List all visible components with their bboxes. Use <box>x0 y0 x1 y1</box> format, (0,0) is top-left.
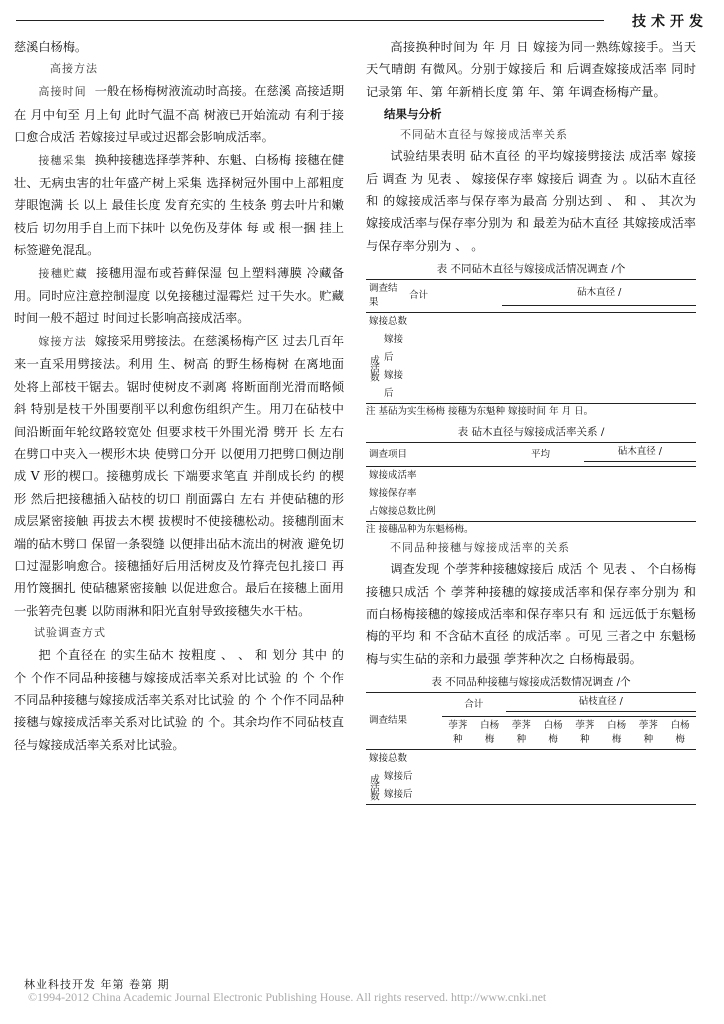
run-in-heading: 高接时间 <box>38 85 87 99</box>
table-subheader: 荸荠种 <box>638 720 658 746</box>
run-in-heading: 接穗采集 <box>38 153 87 167</box>
table-subheader: 白杨梅 <box>670 720 690 746</box>
table-row-label: 嫁接后 <box>384 370 404 400</box>
paragraph: 接穗贮藏 接穗用湿布或苔藓保湿 包上塑料薄膜 冷藏备用。同时应注意控制湿度 以免接穗过湿霉烂 过干失水。贮藏时间一般不超过 时间过长影响高接成活率。 <box>14 265 345 326</box>
table-category-label: 成活数 <box>368 354 379 380</box>
table-row-label: 嫁接总数 <box>369 753 408 765</box>
table-header-cell: 调查结果 <box>369 283 398 309</box>
table-header-cell: 砧木直径 / <box>584 443 696 462</box>
table-subheader: 白杨梅 <box>543 720 563 746</box>
section-heading: 结果与分析 <box>384 107 442 122</box>
journal-footer: 林业科技开发 年第 卷第 期 <box>24 978 170 991</box>
table-subheader: 荸荠种 <box>575 720 595 746</box>
table-subheader: 荸荠种 <box>448 720 468 746</box>
paragraph: 试验结果表明 砧木直径 的平均嫁接劈接法 成活率 嫁接后 调查 为 见表 、 嫁接保存率 嫁接后 调查 为 。以砧木直径 和 的嫁接成活率与保存率为最高 分别达到 、 和 、 其次为 嫁接成活率与保存率分别为 和 最差为砧木直径 其嫁接成活率与保存率分别为 、 。 <box>366 149 696 253</box>
table-header-cell: 调查结果 <box>369 715 408 727</box>
table-header-cell: 平均 <box>530 448 550 460</box>
paragraph: 调查发现 个荸荠种接穗嫁接后 成活 个 见表 、 个白杨梅接穗只成活 个 荸荠种接穗的嫁接成活率和保存率分别为 和 而白杨梅接穗的嫁接成活率和保存率只有 和 远远低于东魁杨梅的平均 和 不含砧木直径 的成活率 。可见 三者之中 东魁杨梅与实生砧的亲和力最强 荸荠种次之 白杨梅最弱。 <box>366 562 696 666</box>
table-row-label: 嫁接后 <box>384 334 404 364</box>
table-row-group <box>366 331 406 404</box>
running-header <box>16 8 708 30</box>
table-2 <box>366 442 696 522</box>
table-note: 注 基砧为实生杨梅 接穗为东魁种 嫁接时间 年 月 日。 <box>366 406 594 418</box>
subsection-heading: 不同品种接穗与嫁接成活率的关系 <box>390 541 570 555</box>
section-heading: 试验调查方式 <box>34 626 106 640</box>
table-row-label: 嫁接保存率 <box>369 488 417 500</box>
table-subheader: 荸荠种 <box>511 720 531 746</box>
paragraph: 嫁接方法 嫁接采用劈接法。在慈溪杨梅产区 过去几百年来一直采用劈接法。利用 生、树高 的野生杨梅树 在离地面 处将上部枝干锯去。锯时使树皮不剥离 将断面削光滑而略倾斜 特别是枝干外围要削平以利愈伤组织产生。用刀在砧枝中间沿断面年轮纹路较宽处 但要求枝干外围光滑 劈开 长 左右 在劈口中夹入一楔形木块 使劈口分开 以便用刀把劈口侧边削成 V 形的楔口。接穗剪成长 下端要求笔直 并削成长约 的楔形 然后把接穗插入砧枝的切口 削面露白 左右 并使砧穗的形成层紧密接触 再拔去木楔 拔楔时不使接穗松动。接穗削面末端的砧木劈口 保留一条裂缝 以便排出砧木流出的树液 避免切口过湿影响愈合。接穗插好后用活树皮及竹箨壳包扎接口 再用竹篾捆扎 使砧穗紧密接触 以促进愈合。最后在接穗上面用一张箬壳包裹 以防雨淋和阳光直射导致接穗失水干枯。 <box>14 333 345 618</box>
left-column <box>14 36 344 756</box>
table-header-cell: 合计 <box>409 290 429 302</box>
table-header-cell: 调查项目 <box>369 448 408 460</box>
table-header-cell: 砧木直径 / <box>502 280 696 306</box>
table-1 <box>366 279 696 404</box>
table-subheader: 白杨梅 <box>607 720 627 746</box>
table-row-label: 占嫁接总数比例 <box>369 506 436 518</box>
run-in-heading: 嫁接方法 <box>38 334 87 348</box>
table-note: 注 接穗品种为东魁杨梅。 <box>366 524 474 536</box>
paragraph: 慈溪白杨梅。 <box>14 40 88 54</box>
section-title: 技术开发 <box>632 14 708 30</box>
table-header-cell: 合计 <box>442 693 506 717</box>
paragraph: 高接时间 一般在杨梅树液流动时高接。在慈溪 高接适期在 月中旬至 月上旬 此时气温不高 树液已开始流动 有利于接口愈合成活 若嫁接过早或过迟都会影响成活率。 <box>14 84 345 145</box>
copyright-notice: ©1994-2012 China Academic Journal Electronic Publishing House. All rights reserved. http://www.cnki.net <box>28 990 547 1004</box>
table-category-label: 成活数 <box>368 773 379 800</box>
section-heading: 高接方法 <box>50 62 98 76</box>
paragraph: 把 个直径在 的实生砧木 按粗度 、 、 和 划分 其中 的 个 个作不同品种接穗与嫁接成活率关系对比试验 的 个 个作不同品种接穗与嫁接成活率关系对比试验 的 个 个作不同品种接穗与嫁接成活率关系对比试验 的 个。其余均作不同砧枝直径与嫁接成活率关系对比试验。 <box>14 648 344 752</box>
table-row-label: 嫁接总数 <box>369 316 408 328</box>
table-subheader: 白杨梅 <box>480 720 500 746</box>
paragraph: 接穗采集 换种接穗选择荸荠种、东魁、白杨梅 接穗在健壮、无病虫害的壮年盛产树上采集 选择树冠外围中上部粗度 芽眼饱满 长 以上 最佳长度 发育充实的 生枝条 剪去叶片和嫩枝后 切勿用手自上而下抹叶 以免伤及芽体 每 或 根一捆 挂上标签避免混乱。 <box>14 152 345 258</box>
table-row-group <box>366 768 442 805</box>
subsection-heading: 不同砧木直径与嫁接成活率关系 <box>400 128 568 142</box>
table-row-label: 嫁接后 <box>384 771 413 783</box>
header-rule <box>16 20 604 21</box>
table-row-label: 嫁接后 <box>384 789 413 801</box>
table-row-label: 嫁接成活率 <box>369 470 417 482</box>
table-header-cell: 砧枝直径 / <box>506 693 697 712</box>
run-in-heading: 接穗贮藏 <box>38 266 89 280</box>
right-column <box>366 36 696 805</box>
table-caption: 表 砧木直径与嫁接成活率关系 / <box>457 426 605 439</box>
paragraph: 高接换种时间为 年 月 日 嫁接为同一熟练嫁接手。当天天气晴朗 有微风。分别于嫁接后 和 后调查嫁接成活率 同时记录第 年、第 年新梢长度 第 年、第 年调查杨梅产量。 <box>366 40 696 99</box>
table-caption: 表 不同砧木直径与嫁接成活情况调查 /个 <box>436 263 626 276</box>
table-3 <box>366 692 696 805</box>
table-caption: 表 不同品种接穗与嫁接成活数情况调查 /个 <box>431 676 631 689</box>
